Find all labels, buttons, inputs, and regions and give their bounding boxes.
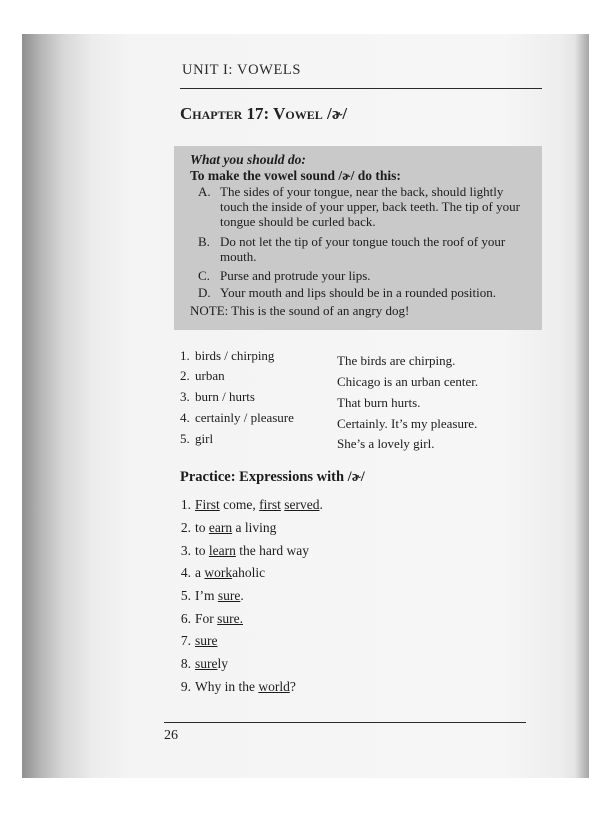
instruction-letter: A. [198,184,211,199]
word-number: 5. [180,431,190,446]
word-text: birds / chirping [195,348,275,363]
practice-number: 2. [180,520,191,535]
text-segment: a [195,565,205,580]
instruction-item [198,184,534,229]
word-text: certainly / pleasure [195,410,294,425]
practice-item [173,565,265,581]
word-number: 2. [180,368,190,383]
instruction-text: Purse and protrude your lips. [220,268,371,283]
underlined-segment: earn [208,520,233,535]
practice-item [173,520,276,536]
word-number: 3. [180,389,190,404]
text-segment: to [195,520,209,535]
practice-number: 6. [180,611,191,626]
instruction-item [198,234,534,264]
text-segment: . [240,588,244,603]
word-number: 4. [180,410,190,425]
text-segment: Why in the [195,679,259,694]
practice-item [173,679,296,695]
scanned-page [22,34,589,778]
practice-number: 3. [180,543,191,558]
practice-number: 8. [180,656,191,671]
box-note: NOTE: This is the sound of an angry dog! [190,303,410,318]
instruction-text: Your mouth and lips should be in a rounded position. [220,285,497,300]
example-sentence: Certainly. It’s my pleasure. [337,416,478,431]
underlined-segment: world [258,679,290,694]
practice-number: 5. [180,588,191,603]
unit-header: UNIT I: VOWELS [182,62,302,78]
practice-number: 4. [180,565,191,580]
text-segment: come, [219,497,260,512]
practice-number: 1. [180,497,191,512]
word-text: urban [195,368,225,383]
box-title: What you should do: [190,152,306,167]
text-segment: I’m [195,588,218,603]
instruction-letter: B. [198,234,210,249]
practice-item [173,633,218,649]
chapter-title: Chapter 17: Vowel /ɚ/ [180,104,348,123]
practice-item [173,588,244,604]
text-segment: aholic [232,565,266,580]
footer-rule [164,722,526,723]
practice-item [173,656,228,672]
text-segment: ? [289,679,296,694]
instruction-letter: C. [198,268,210,283]
underlined-segment: sure. [217,611,244,626]
box-lead: To make the vowel sound /ɚ/ do this: [190,168,401,183]
text-segment: ly [217,656,229,671]
practice-item [173,497,323,513]
practice-title: Practice: Expressions with /ɚ/ [180,469,365,485]
text-segment: the hard way [235,543,309,558]
instruction-box [174,146,542,330]
text-segment: to [195,543,209,558]
page-edge-shadow [575,34,589,778]
text-segment: . [319,497,323,512]
text-segment: a living [232,520,277,535]
example-sentence: The birds are chirping. [337,353,456,368]
underlined-segment: sure [195,633,218,648]
practice-number: 9. [180,679,191,694]
practice-number: 7. [180,633,191,648]
example-sentence: That burn hurts. [337,395,421,410]
underlined-segment: served [284,497,320,512]
underlined-segment: sure [217,588,241,603]
practice-item [173,611,243,627]
instruction-item [198,285,534,300]
underlined-segment: First [195,497,220,512]
header-rule [180,88,542,89]
word-number: 1. [180,348,190,363]
example-sentence: She’s a lovely girl. [337,436,435,451]
underlined-segment: first [259,497,281,512]
text-segment: For [195,611,218,626]
example-sentence: Chicago is an urban center. [337,374,479,389]
instruction-text: The sides of your tongue, near the back, should lightly touch the inside of your upper, back teeth. The tip of your tongue should be curled back. [220,184,520,229]
underlined-segment: work [204,565,233,580]
underlined-segment: sure [195,656,218,671]
underlined-segment: learn [208,543,236,558]
practice-item [173,543,309,559]
instruction-text: Do not let the tip of your tongue touch the roof of your mouth. [220,234,506,264]
word-text: girl [195,431,214,446]
instruction-letter: D. [198,285,211,300]
instruction-item [198,268,534,283]
page-number: 26 [164,728,178,743]
word-text: burn / hurts [195,389,255,404]
